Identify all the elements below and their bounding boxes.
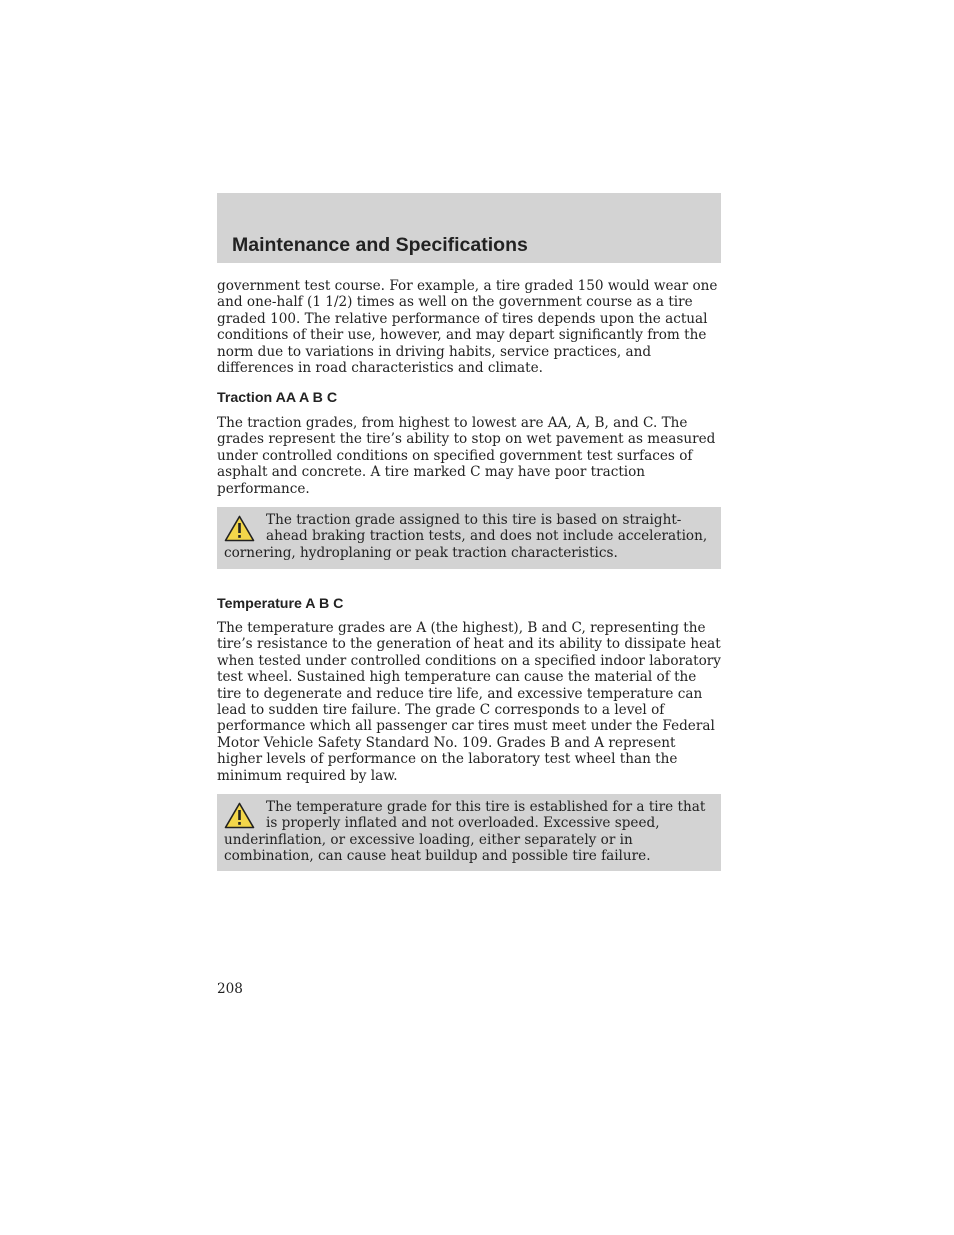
temperature-warning-content: The temperature grade for this tire is established for a tire that is properly inflated and not overloaded. Excessive speed, underinflation, or excessive loading, either separately or in combination, can cause heat buildup and possible tire failure. — [224, 799, 706, 865]
temperature-warning-box — [217, 794, 721, 871]
temperature-paragraph: The temperature grades are A (the highest), B and C, representing the tire’s resistance to the generation of heat and its ability to dissipate heat when tested under controlled conditions on a specified indoor laboratory test wheel. Sustained high temperature can cause the material of the tire to degenerate and reduce tire life, and excessive temperature can lead to sudden tire failure. The grade C corresponds to a level of performance which all passenger car tires must meet under the Federal Motor Vehicle Safety Standard No. 109. Grades B and A represent higher levels of performance on the laboratory test wheel than the minimum required by law. — [217, 620, 721, 784]
traction-warning-box — [217, 507, 721, 569]
temperature-warning-text — [224, 799, 715, 865]
intro-paragraph: government test course. For example, a tire graded 150 would wear one and one-half (1 1/2) times as well on the government course as a tire graded 100. The relative performance of tires depends upon the actual conditions of their use, however, and may depart significantly from the norm due to variations in driving habits, service practices, and differences in road characteristics and climate. — [217, 278, 718, 377]
temperature-heading: Temperature A B C — [217, 596, 344, 612]
traction-paragraph: The traction grades, from highest to lowest are AA, A, B, and C. The grades represent the tire’s ability to stop on wet pavement as measured under controlled conditions on specified government test surfaces of asphalt and concrete. A tire marked C may have poor traction performance. — [217, 415, 716, 497]
traction-warning-content: The traction grade assigned to this tire is based on straight-ahead braking traction tests, and does not include acceleration, cornering, hydroplaning or peak traction characteristics. — [224, 512, 708, 561]
section-header-band — [217, 193, 721, 263]
traction-heading: Traction AA A B C — [217, 390, 338, 406]
section-title: Maintenance and Specifications — [232, 234, 528, 256]
page-number: 208 — [217, 981, 243, 997]
traction-warning-text — [224, 512, 715, 561]
